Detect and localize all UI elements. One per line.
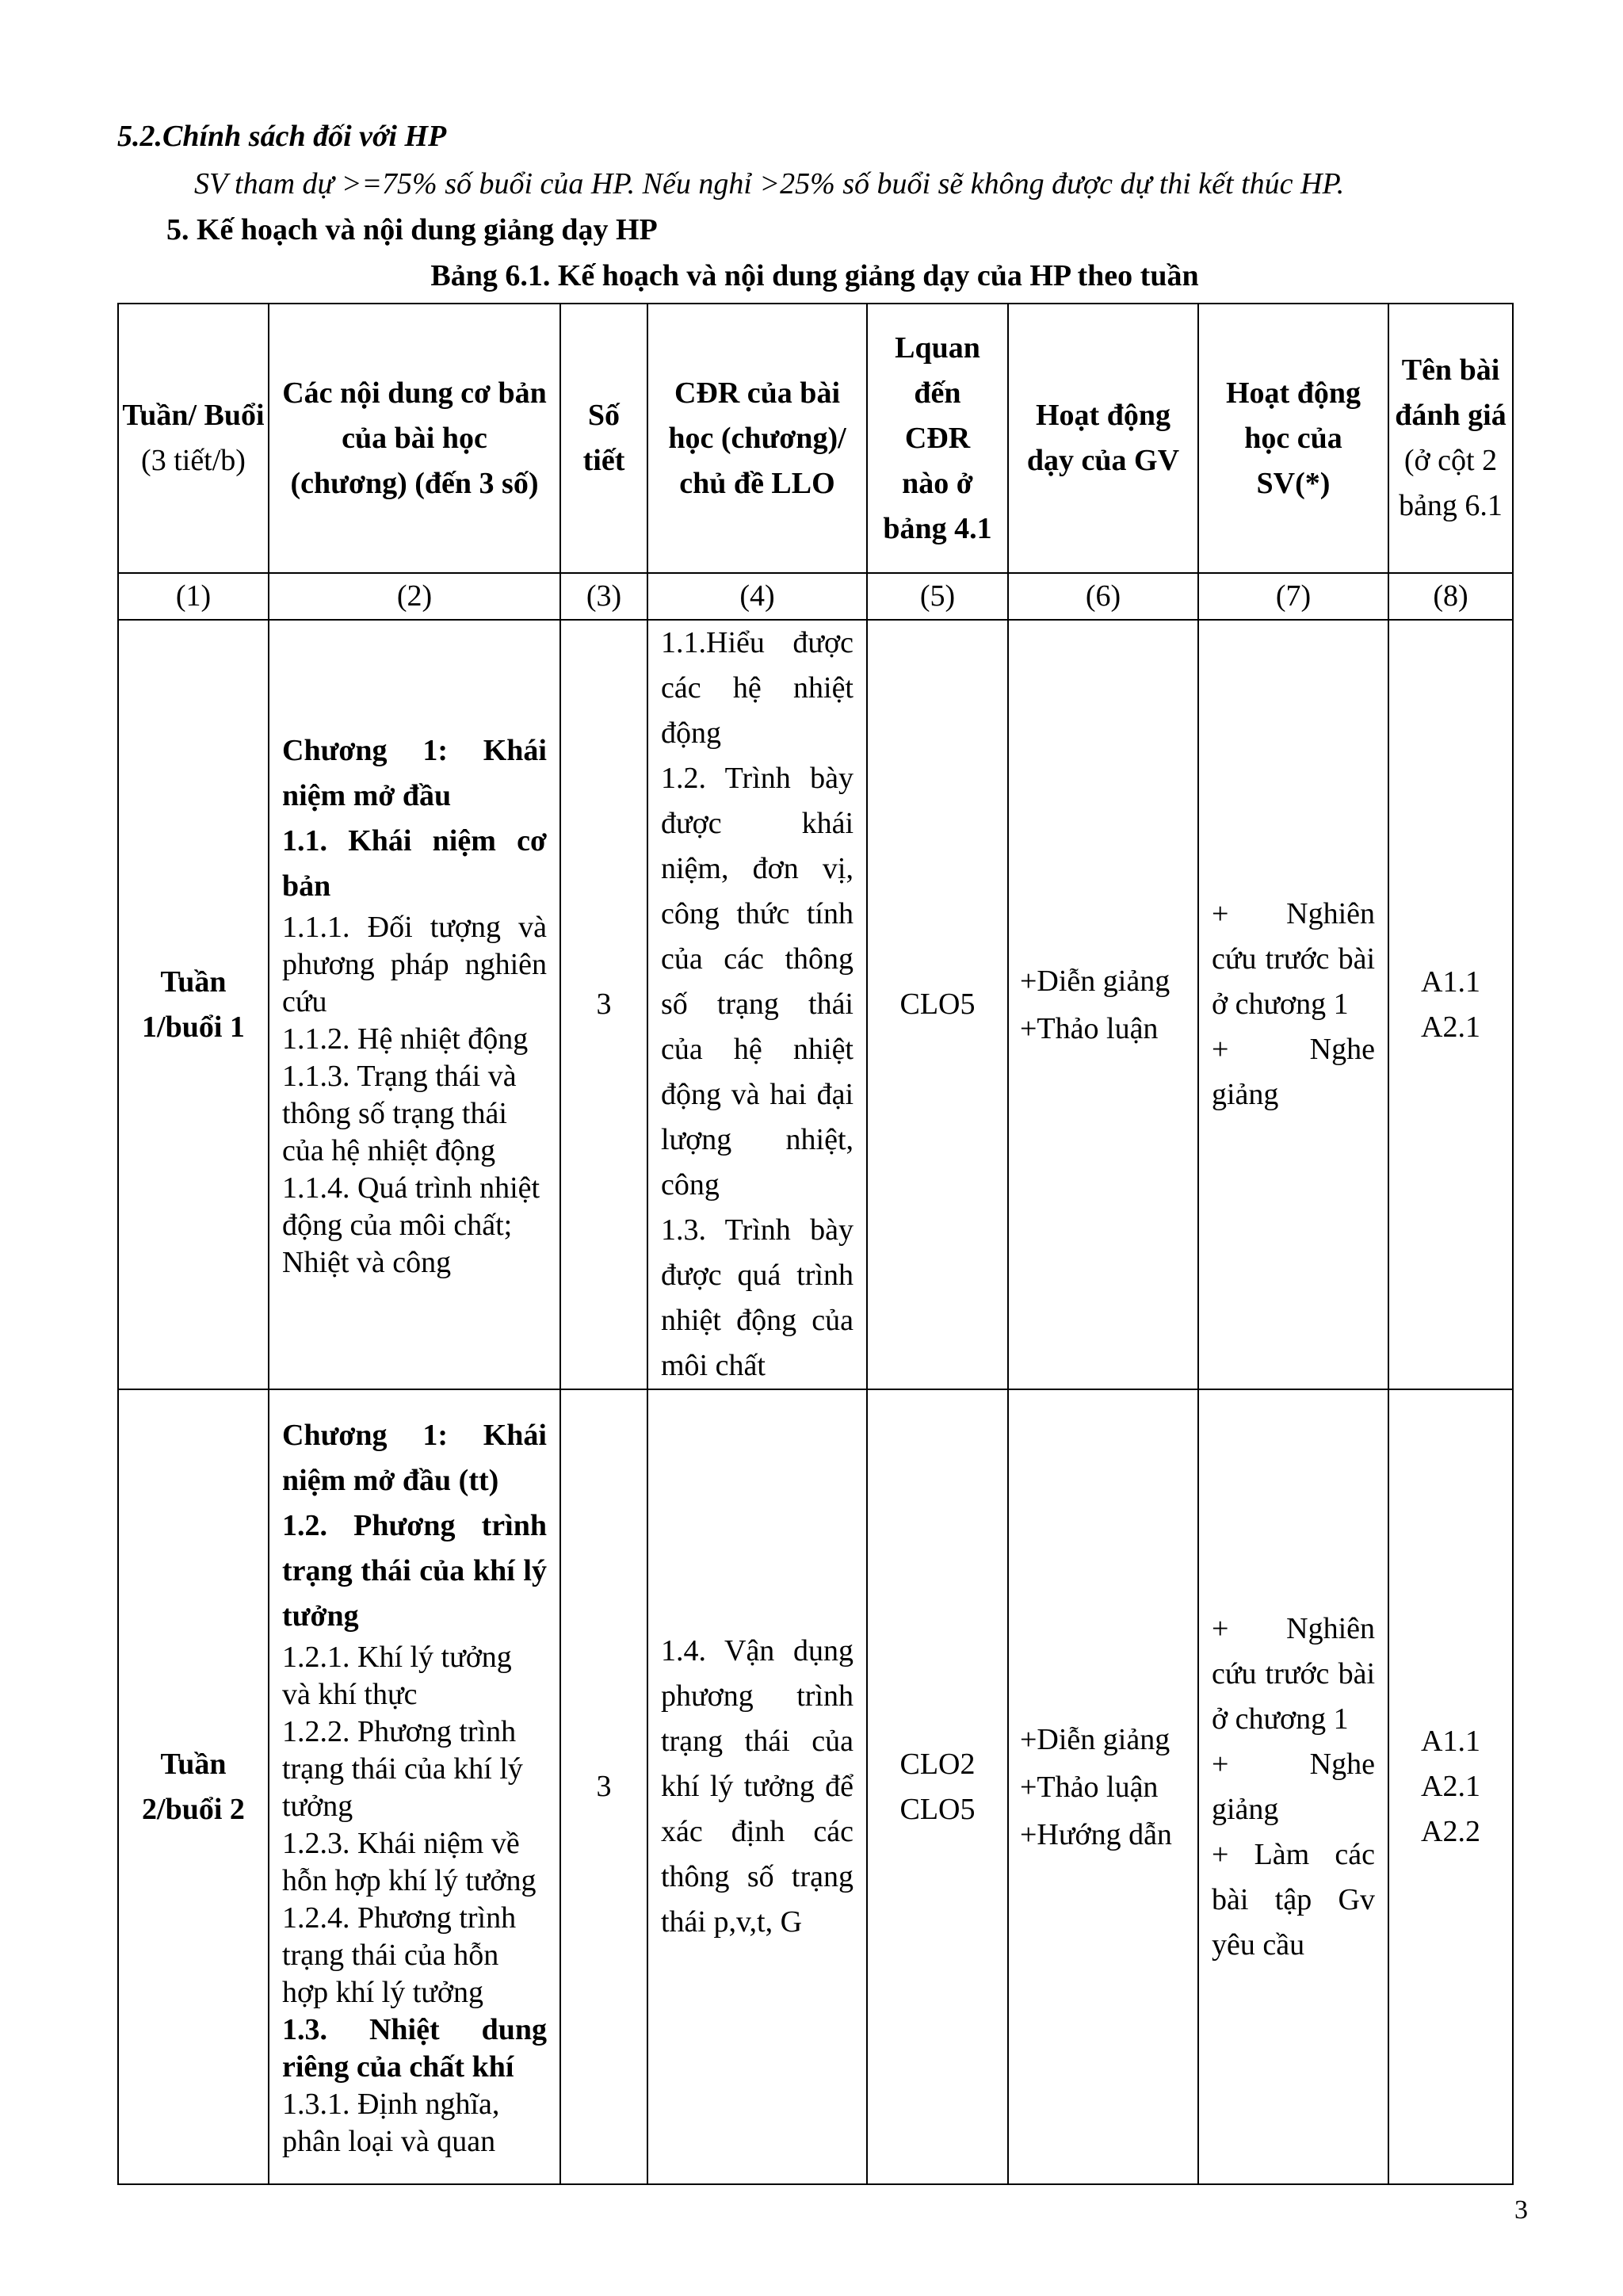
student-activity: + Nghiên cứu trước bài ở chương 1 <box>1212 897 1375 1021</box>
teacher-activity: +Diễn giảng <box>1020 1722 1170 1756</box>
col-number: (8) <box>1388 573 1513 620</box>
assessment-cell <box>1388 620 1513 1389</box>
header-content: Các nội dung cơ bản của bài học (chương) (đến 3 số) <box>269 304 560 573</box>
table-row-week-1 <box>118 620 1513 1389</box>
student-activity-cell <box>1198 620 1388 1389</box>
week-cell: Tuần 2/buổi 2 <box>118 1389 269 2184</box>
content-bold: Chương 1: Khái niệm mở đầu <box>282 733 547 812</box>
assessment-item: A1.1 <box>1421 965 1480 999</box>
header-assessment-sub: (ở cột 2 bảng 6.1 <box>1399 444 1503 522</box>
content-cell <box>269 1389 560 2184</box>
llo-cell <box>647 1389 867 2184</box>
content-item: 1.2.1. Khí lý tưởng và khí thực <box>282 1641 512 1711</box>
teaching-plan-table <box>117 303 1514 2185</box>
content-item: 1.1.2. Hệ nhiệt động <box>282 1022 529 1056</box>
assessment-item: A2.1 <box>1421 1010 1480 1044</box>
clo-item: CLO2 <box>899 1747 976 1781</box>
periods-cell: 3 <box>560 620 647 1389</box>
llo-item: 1.4. Vận dụng phương trình trạng thái của khí lý tưởng để xác định các thông số trạng thái p,v,t, G <box>661 1634 854 1939</box>
col-number: (5) <box>867 573 1008 620</box>
table-caption: Bảng 6.1. Kế hoạch và nội dung giảng dạy của HP theo tuần <box>430 259 1199 292</box>
llo-cell <box>647 620 867 1389</box>
week-cell: Tuần 1/buổi 1 <box>118 620 269 1389</box>
teacher-activity: +Thảo luận <box>1020 1011 1159 1045</box>
content-bold: 1.1. Khái niệm cơ bản <box>282 823 547 903</box>
student-activity: + Làm các bài tập Gv yêu cầu <box>1212 1837 1375 1962</box>
llo-item: 1.1.Hiểu được các hệ nhiệt động <box>661 626 854 750</box>
header-week-label: Tuần/ Buổi <box>122 399 265 432</box>
content-item: 1.1.3. Trạng thái và thông số trạng thái của hệ nhiệt động <box>282 1059 517 1167</box>
teacher-activity: +Hướng dẫn <box>1020 1817 1172 1851</box>
policy-text: SV tham dự >=75% số buổi của HP. Nếu nghỉ >25% số buổi sẽ không được dự thi kết thúc HP. <box>194 167 1345 201</box>
col-number: (7) <box>1198 573 1388 620</box>
plan-heading: 5. Kế hoạch và nội dung giảng dạy HP <box>166 213 658 246</box>
teacher-activity: +Thảo luận <box>1020 1770 1159 1804</box>
header-student-activity: Hoạt động học của SV(*) <box>1198 304 1388 573</box>
teacher-activity-cell <box>1008 620 1198 1389</box>
student-activity: + Nghe giảng <box>1212 1747 1375 1826</box>
content-item: 1.2.4. Phương trình trạng thái của hỗn hợp khí lý tưởng <box>282 1901 517 2009</box>
col-number: (3) <box>560 573 647 620</box>
clo-cell <box>867 620 1008 1389</box>
clo-item: CLO5 <box>899 1792 976 1826</box>
header-week <box>118 304 269 573</box>
content-bold: 1.3. Nhiệt dung riêng của chất khí <box>282 2013 547 2084</box>
student-activity: + Nghe giảng <box>1212 1033 1375 1111</box>
periods-cell: 3 <box>560 1389 647 2184</box>
header-teacher-activity: Hoạt động dạy của GV <box>1008 304 1198 573</box>
student-activity-cell <box>1198 1389 1388 2184</box>
header-periods: Số tiết <box>560 304 647 573</box>
clo-item: CLO5 <box>899 988 976 1021</box>
teacher-activity-cell <box>1008 1389 1198 2184</box>
teacher-activity: +Diễn giảng <box>1020 964 1170 998</box>
column-number-row <box>118 573 1513 620</box>
content-bold: 1.2. Phương trình trạng thái của khí lý tưởng <box>282 1509 547 1633</box>
assessment-item: A2.2 <box>1421 1815 1480 1848</box>
content-item: 1.2.3. Khái niệm về hỗn hợp khí lý tưởng <box>282 1827 537 1897</box>
content-item: 1.3.1. Định nghĩa, phân loại và quan <box>282 2088 500 2158</box>
clo-cell <box>867 1389 1008 2184</box>
assessment-item: A1.1 <box>1421 1725 1480 1758</box>
col-number: (1) <box>118 573 269 620</box>
llo-item: 1.3. Trình bày được quá trình nhiệt động của môi chất <box>661 1213 854 1382</box>
header-week-sub: (3 tiết/b) <box>141 444 246 477</box>
page-number: 3 <box>1514 2195 1528 2225</box>
header-assessment <box>1388 304 1513 573</box>
content-bold: Chương 1: Khái niệm mở đầu (tt) <box>282 1419 547 1497</box>
policy-heading: 5.2.Chính sách đối với HP <box>117 120 447 153</box>
content-item: 1.1.1. Đối tượng và phương pháp nghiên cứu <box>282 910 547 1018</box>
col-number: (6) <box>1008 573 1198 620</box>
content-item: 1.2.2. Phương trình trạng thái của khí lý tưởng <box>282 1715 523 1823</box>
assessment-item: A2.1 <box>1421 1770 1480 1803</box>
header-row <box>118 304 1513 573</box>
header-llo: CĐR của bài học (chương)/ chủ đề LLO <box>647 304 867 573</box>
llo-item: 1.2. Trình bày được khái niệm, đơn vị, công thức tính của các thông số trạng thái của hệ nhiệt động và hai đại lượng nhiệt, công <box>661 762 854 1201</box>
col-number: (2) <box>269 573 560 620</box>
student-activity: + Nghiên cứu trước bài ở chương 1 <box>1212 1611 1375 1736</box>
header-assessment-label: Tên bài đánh giá <box>1395 353 1507 432</box>
content-cell <box>269 620 560 1389</box>
assessment-cell <box>1388 1389 1513 2184</box>
table-row-week-2 <box>118 1389 1513 2184</box>
header-clo: Lquan đến CĐR nào ở bảng 4.1 <box>867 304 1008 573</box>
col-number: (4) <box>647 573 867 620</box>
content-item: 1.1.4. Quá trình nhiệt động của môi chất; Nhiệt và công <box>282 1171 540 1279</box>
